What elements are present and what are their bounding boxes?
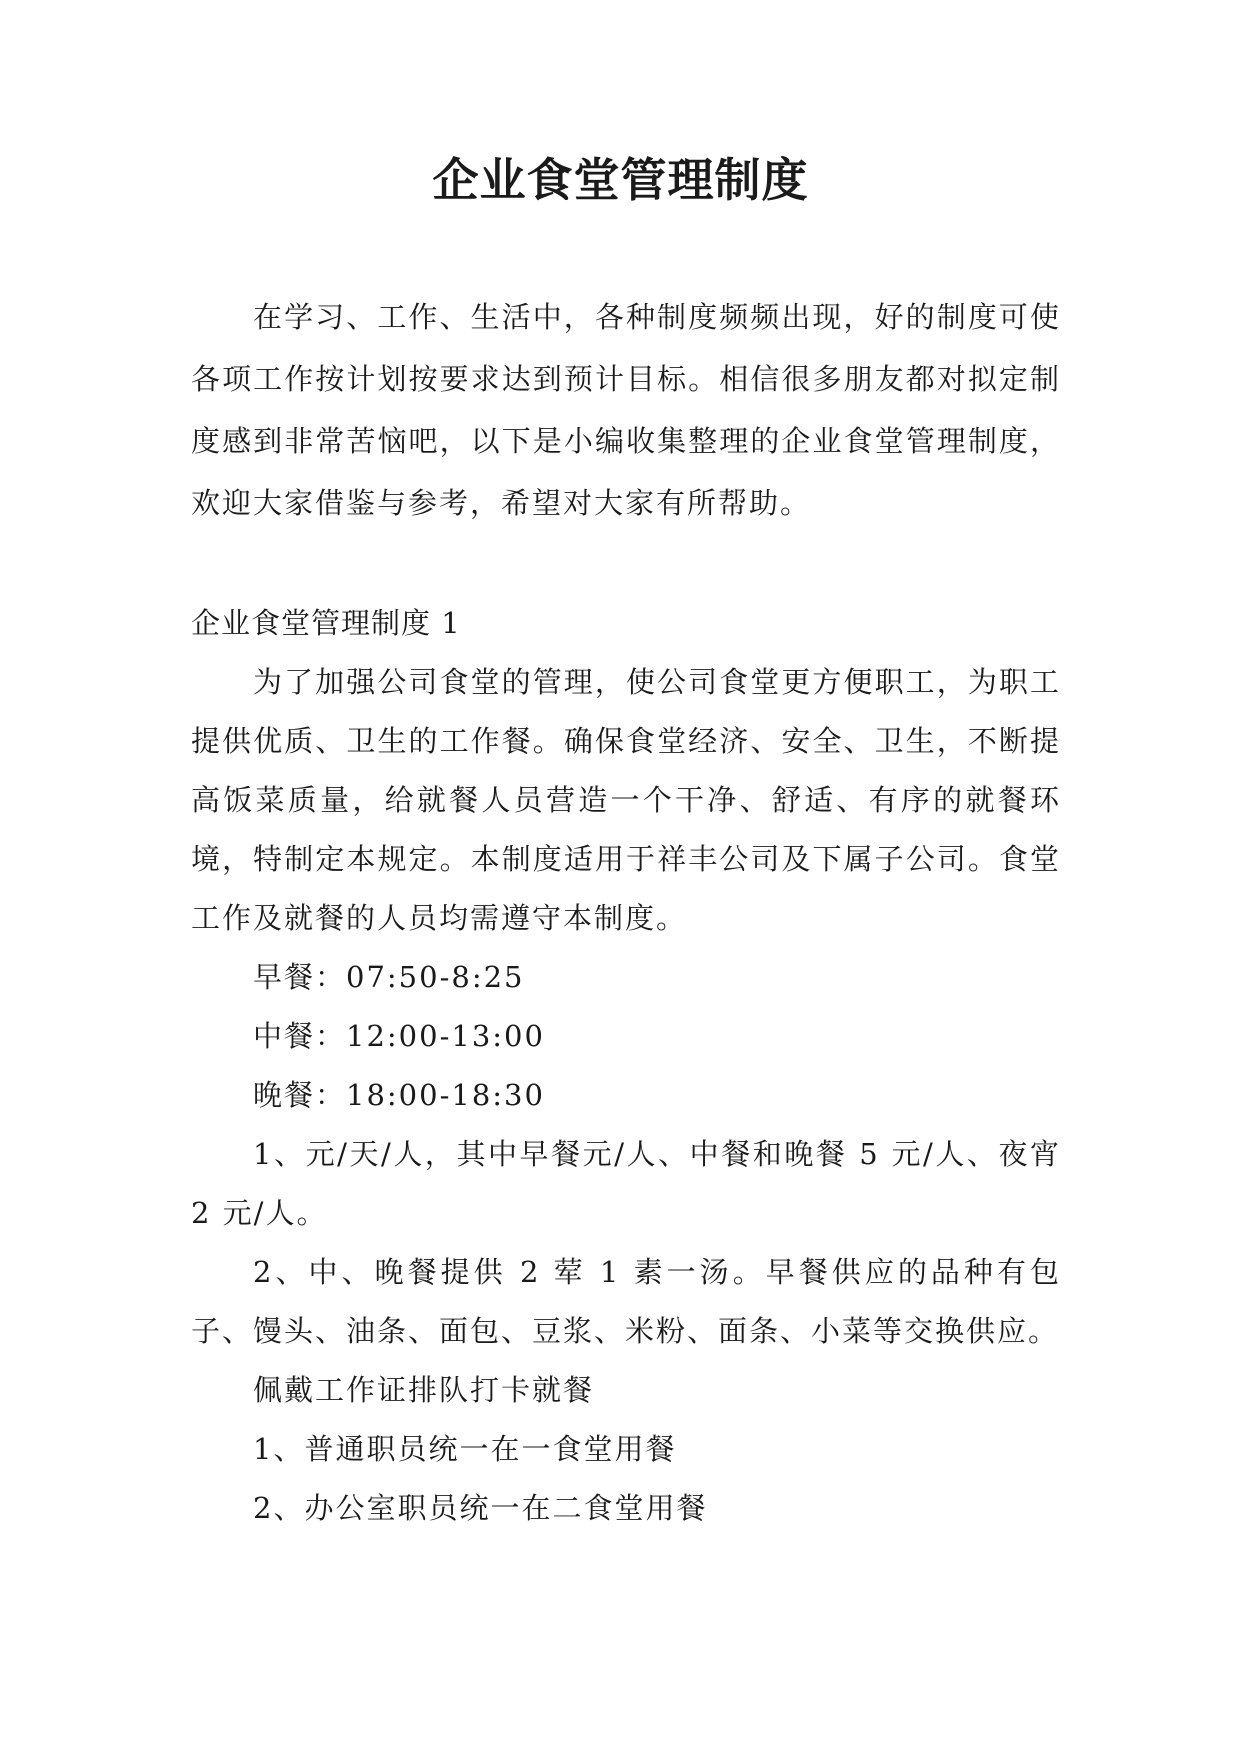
dining-rule-staff: 1、普通职员统一在一食堂用餐: [253, 1432, 677, 1466]
section-spacer: [191, 534, 1061, 594]
intro-paragraph: 在学习、工作、生活中，各种制度频频出现，好的制度可使各项工作按计划按要求达到预计目标。相信很多朋友都对拟定制度感到非常苦恼吧，以下是小编收集整理的企业食堂管理制度，欢迎大家借鉴与参考，希望对大家有所帮助。: [191, 300, 1061, 520]
dining-rule-office: 2、办公室职员统一在二食堂用餐: [253, 1491, 708, 1525]
breakfast-time: 早餐：07:50-8:25: [253, 960, 525, 994]
section-heading: 企业食堂管理制度 1: [191, 606, 461, 640]
dinner-time: 晚餐：18:00-18:30: [253, 1078, 545, 1112]
badge-rule: 佩戴工作证排队打卡就餐: [253, 1373, 595, 1407]
price-rule: 1、元/天/人，其中早餐元/人、中餐和晚餐 5 元/人、夜宵 2 元/人。: [191, 1137, 1061, 1230]
document-body: [191, 286, 1061, 1538]
menu-rule: 2、中、晚餐提供 2 荤 1 素一汤。早餐供应的品种有包子、馒头、油条、面包、豆浆、米粉、面条、小菜等交换供应。: [191, 1255, 1061, 1348]
purpose-paragraph: 为了加强公司食堂的管理，使公司食堂更方便职工，为职工提供优质、卫生的工作餐。确保食堂经济、安全、卫生，不断提高饭菜质量，给就餐人员营造一个干净、舒适、有序的就餐环境，特制定本规定。本制度适用于祥丰公司及下属子公司。食堂工作及就餐的人员均需遵守本制度。: [191, 665, 1061, 935]
lunch-time: 中餐：12:00-13:00: [253, 1019, 545, 1053]
document-title: 企业食堂管理制度: [432, 153, 809, 207]
